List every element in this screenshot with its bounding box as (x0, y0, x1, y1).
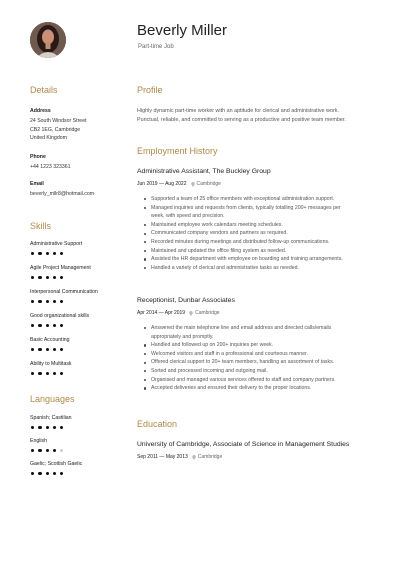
rating-dot (53, 426, 56, 429)
details-heading: Details (30, 85, 58, 95)
rating-dot (38, 348, 41, 351)
rating-dots (31, 300, 63, 303)
rating-dot (60, 276, 63, 279)
rated-item-name: Interpersonal Communication (30, 289, 98, 295)
rating-dots (31, 449, 63, 452)
profile-heading: Profile (137, 85, 163, 95)
education-location-text: Cambridge (197, 454, 223, 460)
rating-dot (60, 300, 63, 303)
rating-dot (31, 372, 34, 375)
rated-item-name: Spanish; Castilian (30, 415, 72, 421)
avatar (30, 22, 66, 58)
address-line: United Kingdom (30, 135, 67, 141)
job-meta (137, 181, 221, 187)
employment-heading: Employment History (137, 146, 218, 156)
candidate-name: Beverly Miller (137, 22, 228, 39)
rating-dot (46, 426, 49, 429)
rating-dot (38, 324, 41, 327)
email-label: Email (30, 181, 44, 187)
job-title: Administrative Assistant, The Buckley Group (137, 168, 271, 175)
rating-dot (46, 348, 49, 351)
rating-dot (38, 472, 41, 475)
profile-text (137, 107, 377, 124)
rating-dot (53, 449, 56, 452)
rating-dot (46, 252, 49, 255)
bullet-item: Welcomed visitors and staff in a professional and courteous manner. (151, 350, 386, 359)
rating-dot (53, 372, 56, 375)
bullet-item: Managed inquiries and requests from clients, typically totalling 200+ messages per (151, 204, 386, 213)
bullet-item: Accepted deliveries and ensured their delivery to the proper locations. (151, 384, 386, 393)
rating-dot (31, 472, 34, 475)
rating-dot (46, 324, 49, 327)
bullet-item: Maintained employee work calendars meeting schedules. (151, 221, 386, 230)
rating-dot (46, 449, 49, 452)
rating-dot (38, 252, 41, 255)
bullet-item: week, with speed and precision. (151, 213, 225, 220)
bullet-item: Supported a team of 25 office members with exceptional administration support. (151, 195, 386, 204)
rating-dot (46, 372, 49, 375)
rating-dot (53, 300, 56, 303)
location-pin-icon (191, 182, 195, 187)
rating-dot (60, 372, 63, 375)
address-label: Address (30, 108, 51, 114)
rated-item-name: Administrative Support (30, 241, 83, 247)
bullet-item: Answered the main telephone line and email address and directed calls/emails (151, 324, 386, 333)
bullet-item: Handled a variety of clerical and administrative tasks as needed. (151, 264, 386, 273)
job-meta (137, 310, 220, 316)
bullet-item: Communicated company vendors and partners as required. (151, 229, 386, 238)
rating-dot (60, 449, 63, 452)
education-dates: Sep 2011 — May 2013 (137, 454, 188, 460)
phone-value: +44 1223 323361 (30, 164, 71, 170)
rated-item-name: Good organizational skills (30, 313, 90, 319)
bullet-item: Offered clerical support to 20+ team members, handling an assortment of tasks. (151, 358, 386, 367)
job-location (189, 310, 219, 316)
bullet-item: appropriately and promptly. (151, 333, 214, 340)
bullet-item: Maintained and updated the office filing system as needed. (151, 247, 386, 256)
rating-dot (31, 324, 34, 327)
bullet-item: Handled and followed up on 200+ inquiries per week. (151, 341, 386, 350)
rating-dot (38, 372, 41, 375)
rating-dot (31, 300, 34, 303)
education-title: University of Cambridge, Associate of Science in Management Studies (137, 441, 350, 448)
languages-heading: Languages (30, 394, 75, 404)
address-line: CB2 1EG, Cambridge (30, 126, 81, 133)
job-bullets (151, 195, 386, 272)
rating-dot (38, 426, 41, 429)
rating-dot (46, 276, 49, 279)
location-pin-icon (189, 311, 193, 316)
job-title: Receptionist, Dunbar Associates (137, 297, 235, 304)
job-dates: Jun 2019 — Aug 2022 (137, 181, 187, 187)
rated-item-name: English (30, 438, 48, 444)
rating-dot (53, 252, 56, 255)
rating-dot (60, 324, 63, 327)
rating-dot (38, 449, 41, 452)
profile-line: Highly dynamic part-time worker with an aptitude for clerical and administrative work. (137, 108, 339, 114)
rating-dot (46, 472, 49, 475)
rating-dot (38, 276, 41, 279)
rating-dots (31, 372, 63, 375)
rating-dot (31, 252, 34, 255)
rating-dot (53, 348, 56, 351)
rating-dot (31, 348, 34, 351)
job-location-text: Cambridge (196, 181, 221, 187)
rating-dot (53, 276, 56, 279)
rating-dot (60, 348, 63, 351)
rated-item-name: Agile Project Management (30, 265, 91, 271)
job-subtitle: Part-time Job (138, 44, 174, 50)
job-location (191, 181, 221, 187)
job-dates: Apr 2014 — Apr 2019 (137, 310, 186, 316)
rating-dot (60, 472, 63, 475)
education-heading: Education (137, 419, 178, 429)
rating-dot (53, 324, 56, 327)
sidebar (0, 0, 120, 565)
rating-dot (31, 276, 34, 279)
email-value: beverly_mllr8@hotmail.com (30, 191, 95, 197)
rating-dot (31, 449, 34, 452)
skills-heading: Skills (30, 221, 52, 231)
rating-dot (31, 426, 34, 429)
rating-dots (31, 324, 63, 327)
job-bullets (151, 324, 386, 393)
job-location-text: Cambridge (195, 310, 220, 316)
profile-line: Punctual, reliable, and committed to serving as a productive and positive team member. (137, 116, 346, 123)
phone-label: Phone (30, 154, 46, 160)
bullet-item: Organised and managed various services offered to staff and company partners. (151, 376, 386, 385)
location-pin-icon (192, 455, 196, 460)
rating-dots (31, 348, 63, 351)
bullet-item: Sorted and processed incoming and outgoing mail. (151, 367, 386, 376)
rating-dot (38, 300, 41, 303)
bullet-item: Recorded minutes during meetings and distributed follow-up communications. (151, 238, 386, 247)
rating-dot (60, 252, 63, 255)
main-content (120, 0, 400, 565)
rating-dots (31, 276, 63, 279)
rating-dot (46, 300, 49, 303)
rating-dots (31, 252, 63, 255)
address-line: 24 South Windsor Street (30, 118, 87, 124)
rating-dot (60, 426, 63, 429)
bullet-item: Assisted the HR department with employee on boarding and training arrangements. (151, 255, 386, 264)
rating-dot (53, 472, 56, 475)
education-location (192, 454, 222, 460)
rating-dots (31, 426, 63, 429)
education-meta (137, 454, 222, 460)
rating-dots (31, 472, 63, 475)
rated-item-name: Ability to Multitask (30, 361, 72, 367)
rated-item-name: Gaelic; Scottish Gaelic (30, 461, 83, 467)
rated-item-name: Basic Accounting (30, 337, 70, 343)
address (30, 117, 87, 143)
